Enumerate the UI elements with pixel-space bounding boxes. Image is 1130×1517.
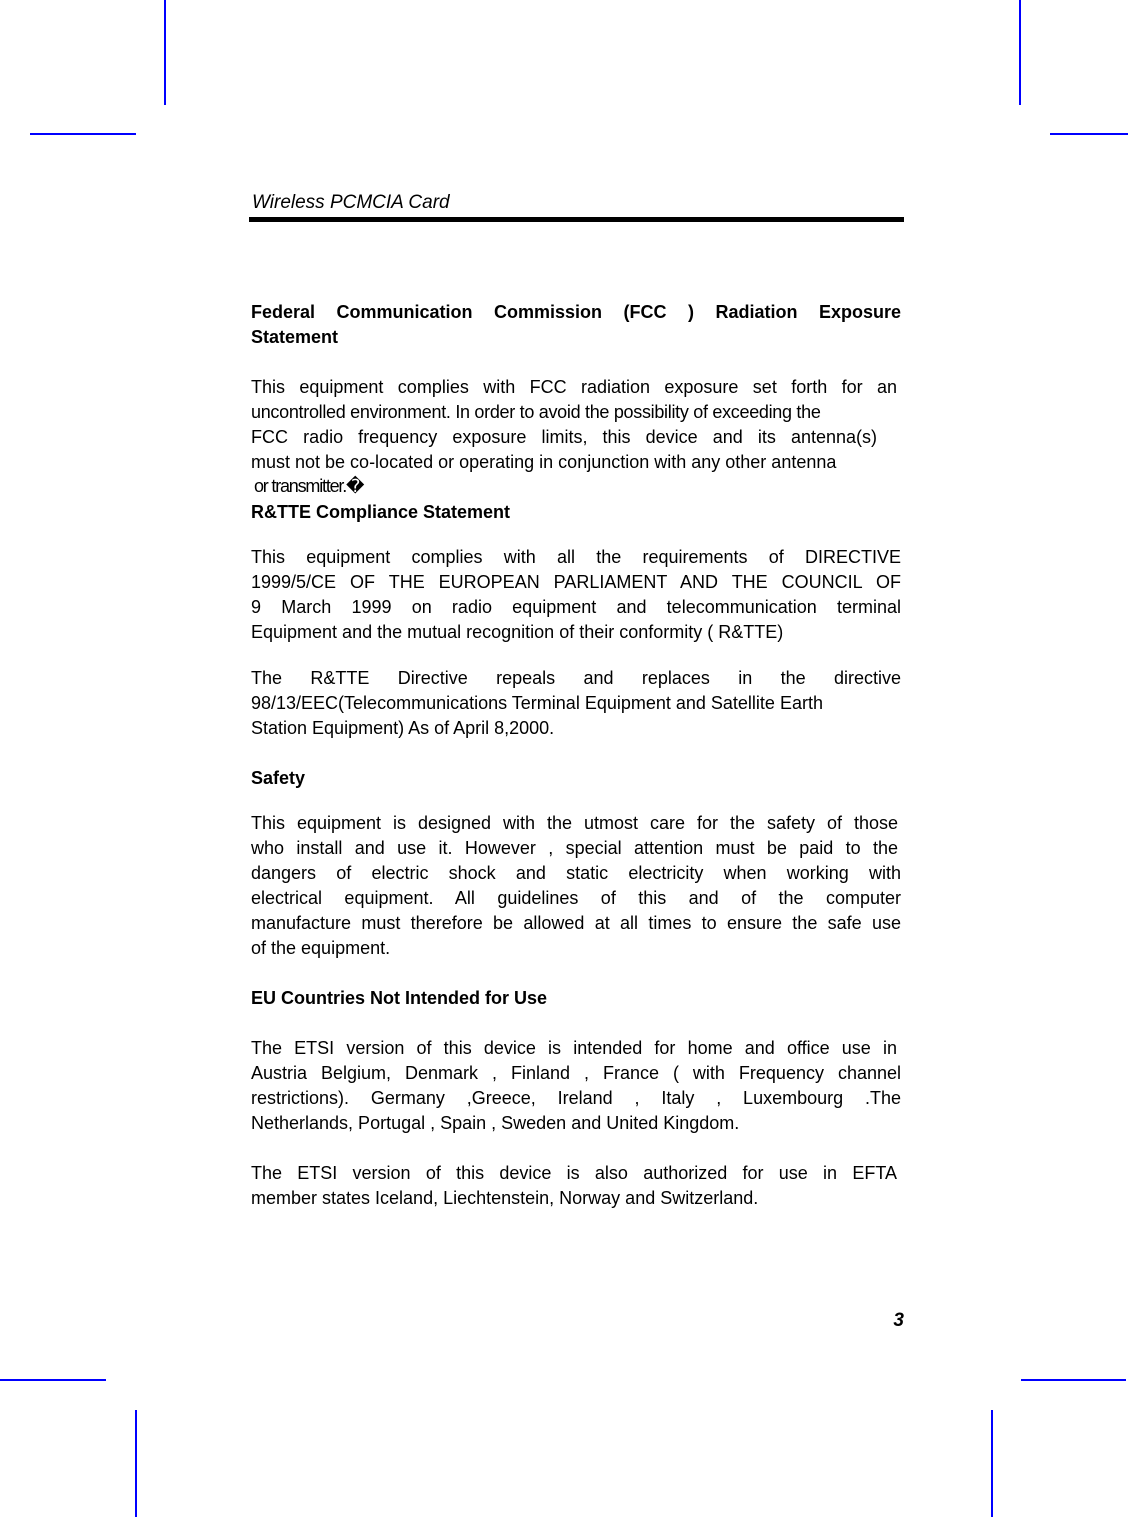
safety-text-line: dangers of electric shock and static electricity when working with [251, 863, 901, 883]
rtte-text-line: This equipment complies with all the requirements of DIRECTIVE [251, 547, 901, 567]
eu-heading: EU Countries Not Intended for Use [251, 988, 548, 1008]
rtte-text-line: 98/13/EEC(Telecommunications Terminal Equipment and Satellite Earth [251, 693, 823, 713]
safety-text-line: manufacture must therefore be allowed at all times to ensure the safe use [251, 913, 901, 933]
eu-text-line: restrictions). Germany ,Greece, Ireland , Italy , Luxembourg .The [251, 1088, 901, 1108]
fcc-text-line: FCC radio frequency exposure limits, this device and its antenna(s) [251, 427, 877, 447]
safety-heading: Safety [251, 768, 306, 788]
safety-text-line: who install and use it. However , special attention must be paid to the [251, 838, 898, 858]
fcc-text-line: This equipment complies with FCC radiation exposure set forth for an [251, 377, 897, 397]
eu-text-line: The ETSI version of this device is intended for home and office use in [251, 1038, 897, 1058]
rtte-text-line: Station Equipment) As of April 8,2000. [251, 718, 555, 738]
running-header: Wireless PCMCIA Card [252, 192, 450, 213]
safety-text-line: of the equipment. [251, 938, 391, 958]
fcc-text-line: or transmitter.� [254, 476, 364, 496]
rtte-text-line: 9 March 1999 on radio equipment and telecommunication terminal [251, 597, 901, 617]
safety-text-line: This equipment is designed with the utmost care for the safety of those [251, 813, 898, 833]
eu-text-line: Netherlands, Portugal , Spain , Sweden and United Kingdom. [251, 1113, 740, 1133]
fcc-text-line: uncontrolled environment. In order to avoid the possibility of exceeding the [251, 402, 821, 422]
rtte-text-line: Equipment and the mutual recognition of their conformity ( R&TTE) [251, 622, 784, 642]
crop-mark [991, 1410, 993, 1517]
safety-text-line: electrical equipment. All guidelines of this and of the computer [251, 888, 901, 908]
page-number: 3 [893, 1310, 904, 1331]
rtte-text-line: 1999/5/CE OF THE EUROPEAN PARLIAMENT AND THE COUNCIL OF [251, 572, 901, 592]
rtte-text-line: The R&TTE Directive repeals and replaces in the directive [251, 668, 901, 688]
fcc-text-line: must not be co-located or operating in conjunction with any other antenna [251, 452, 837, 472]
crop-mark [1050, 133, 1128, 135]
crop-mark [0, 1379, 106, 1381]
crop-mark [135, 1410, 137, 1517]
fcc-heading: Statement [251, 327, 339, 347]
crop-mark [1021, 1379, 1126, 1381]
eu-text-line: The ETSI version of this device is also authorized for use in EFTA [251, 1163, 897, 1183]
eu-text-line: Austria Belgium, Denmark , Finland , France ( with Frequency channel [251, 1063, 901, 1083]
fcc-heading: Federal Communication Commission (FCC ) Radiation Exposure [251, 302, 901, 322]
crop-mark [1019, 0, 1021, 105]
header-rule [249, 217, 904, 222]
eu-text-line: member states Iceland, Liechtenstein, Norway and Switzerland. [251, 1188, 759, 1208]
crop-mark [30, 133, 136, 135]
rtte-heading: R&TTE Compliance Statement [251, 502, 511, 522]
crop-mark [164, 0, 166, 105]
